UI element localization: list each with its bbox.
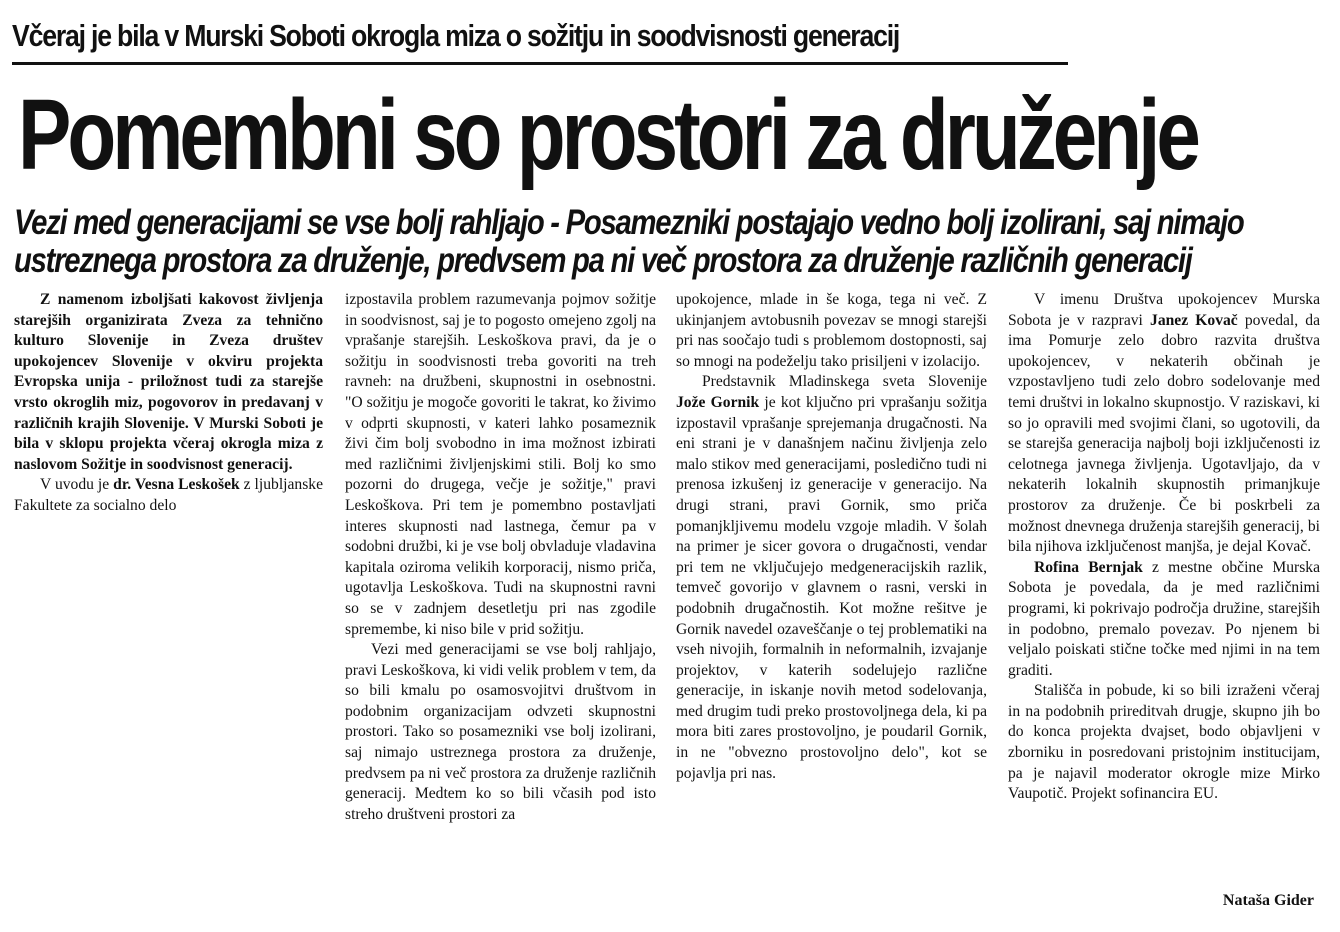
paragraph: izpostavila problem razumevanja pojmov sožitje in soodvisnost, saj je to pogosto omejeno zgolj na vprašanje starejših. Leskoškova pravi, da je o sožitju in soodvisnosti treba govoriti na treh ravneh: na družbeni, skupnostni in osebnostni. "O sožitju je mogoče govoriti le takrat, ko živimo v odprti skupnosti, v kateri lahko posameznik živi čim bolj svobodno in ima možnost izbirati med različnimi življenjskimi stili. Bolj ko smo pozorni do drugega, večje je sožitje," pravi Leskoškova. Pri tem je pomembno postavljati interes skupnosti nad lastnega, čemur pa v sodobni družbi, ki je vse bolj obvladuje vladavina kapitala oziroma velikih korporacij, nismo priča, ugotavlja Leskoškova. Tudi na skupnostni ravni so se v zadnjem desetletju pri nas zgodile spremembe, ki niso bile v prid sožitju.	[345, 291, 656, 638]
text-run: je kot ključno pri vprašanju sožitja izpostavil vprašanje sprejemanja drugačnosti. Na eni strani je v današnjem načinu življenja zelo malo stikov med generacijami, posledično tudi ni prenosa izkušenj iz generacije v generacijo. Na drugi strani, pravi Gornik, smo priča pomanjkljivemu modelu vzgoje mladih. V šolah na primer je sicer govora o drugačnosti, vendar pri tem ne vključujejo medgeneracijskih razlik, temveč govorijo v glavnem o rasni, verski in podobnih drugačnostih. Kot možne rešitve je Gornik navedel ozaveščanje o tej problematiki na vseh nivojih, formalnih in neformalnih, izvajanje projektov, v katerih sodelujejo različne generacije, in iskanje novih metod sodelovanja, med drugim tudi preko prostovoljnega dela, ki pa mora biti zares prostovoljno, je poudaril Gornik, in ne "obvezno prostovoljno delo", kot se pojavlja pri nas.	[676, 393, 987, 782]
kicker: Včeraj je bila v Murski Soboti okrogla miza o sožitju in soodvisnosti generacij	[12, 18, 900, 53]
paragraph: Stališča in pobude, ki so bili izraženi včeraj in na podobnih prireditvah drugje, skupno jih bo do konca projekta dvajset, bodo objavljeni v zborniku in posredovani pristojnim institucijam, pa je najavil moderator okrogle mize Mirko Vaupotič. Projekt sofinancira EU.	[1008, 682, 1320, 803]
paragraph	[1008, 558, 1320, 682]
person-name: dr. Vesna Leskošek	[113, 476, 240, 494]
column-4	[1008, 290, 1320, 805]
kicker-rule	[12, 62, 1068, 65]
column-2	[345, 290, 656, 825]
paragraph	[14, 475, 323, 516]
paragraph	[1008, 290, 1320, 558]
text-run: povedal, da ima Pomurje zelo dobro razvita društva upokojencev, v nekaterih občinah je vzpostavljeno tudi zelo dobro sodelovanje med temi društvi in lokalno skupnostjo. V raziskavi, ki so jo opravili med svojimi člani, so ugotovili, da se starejša generacija najbolj boji izključenosti iz celotnega javnega življenja. Ugotavljajo, da v nekaterih lokalnih skupnostih primanjkuje prostorov za druženje. Če bi poskrbeli za možnost dnevnega druženja starejših generacij, bi bila njihova izključenost manjša, je dejal Kovač.	[1008, 311, 1321, 556]
paragraph	[676, 372, 987, 784]
person-name: Rofina Bernjak	[1034, 558, 1143, 576]
text-run: Predstavnik Mladinskega sveta Slovenije	[702, 373, 987, 391]
deck-line-1: Vezi med generacijami se vse bolj rahljajo - Posamezniki postajajo vedno bolj izolirani, saj nimajo	[14, 203, 1244, 242]
person-name: Janez Kovač	[1150, 311, 1238, 329]
text-run: z mestne občine Murska Sobota je povedala, da je med različnimi programi, ki pokrivajo področja družine, starejših in podobno, premalo povezav. Po njenem bi veljalo poiskati stične točke med njimi in na tem graditi.	[1008, 558, 1320, 679]
text-run: V imenu Društva upokojencev Murska Sobota je v razpravi	[1008, 291, 1320, 329]
text-run: z ljubljanske Fakultete za socialno delo	[14, 476, 323, 514]
paragraph: upokojence, mlade in še koga, tega ni več. Z ukinjanjem avtobusnih povezav se mnogi starejši pri nas soočajo tudi s problemom dostopnosti, saj so mnogi na podeželju tako prisiljeni v izolacijo.	[676, 291, 987, 370]
headline: Pomembni so prostori za druženje	[18, 79, 1197, 191]
column-1	[14, 290, 323, 517]
text-run: V uvodu je	[40, 476, 114, 494]
column-3	[676, 290, 987, 784]
byline: Nataša Gider	[1222, 892, 1314, 909]
paragraph: Vezi med generacijami se vse bolj rahljajo, pravi Leskoškova, ki vidi velik problem v tem, da so bili kmalu po osamosvojitvi društvom in podobnim organizacijam odvzeti skupnostni prostori. Tako so posamezniki vse bolj izolirani, saj nimajo ustreznega prostora za druženje, predvsem pa ni več prostora za druženje različnih generacij. Medtem ko so bili včasih pod isto streho društveni prostori za	[345, 641, 656, 823]
deck-line-2: ustreznega prostora za druženje, predvsem pa ni več prostora za druženje različnih generacij	[14, 241, 1192, 280]
lead-paragraph: Z namenom izboljšati kakovost življenja starejših organizirata Zveza za tehnično kulturo Slovenije in Zveza društev upokojencev Slovenije v okviru projekta Evropska unija - priložnost tudi za starejše vrsto okroglih miz, pogovorov in predavanj v različnih krajih Slovenije. V Murski Soboti je bila v sklopu projekta včeraj okrogla miza z naslovom Sožitje in soodvisnost generacij.	[14, 291, 323, 473]
deck	[14, 204, 1243, 280]
person-name: Jože Gornik	[676, 393, 760, 411]
